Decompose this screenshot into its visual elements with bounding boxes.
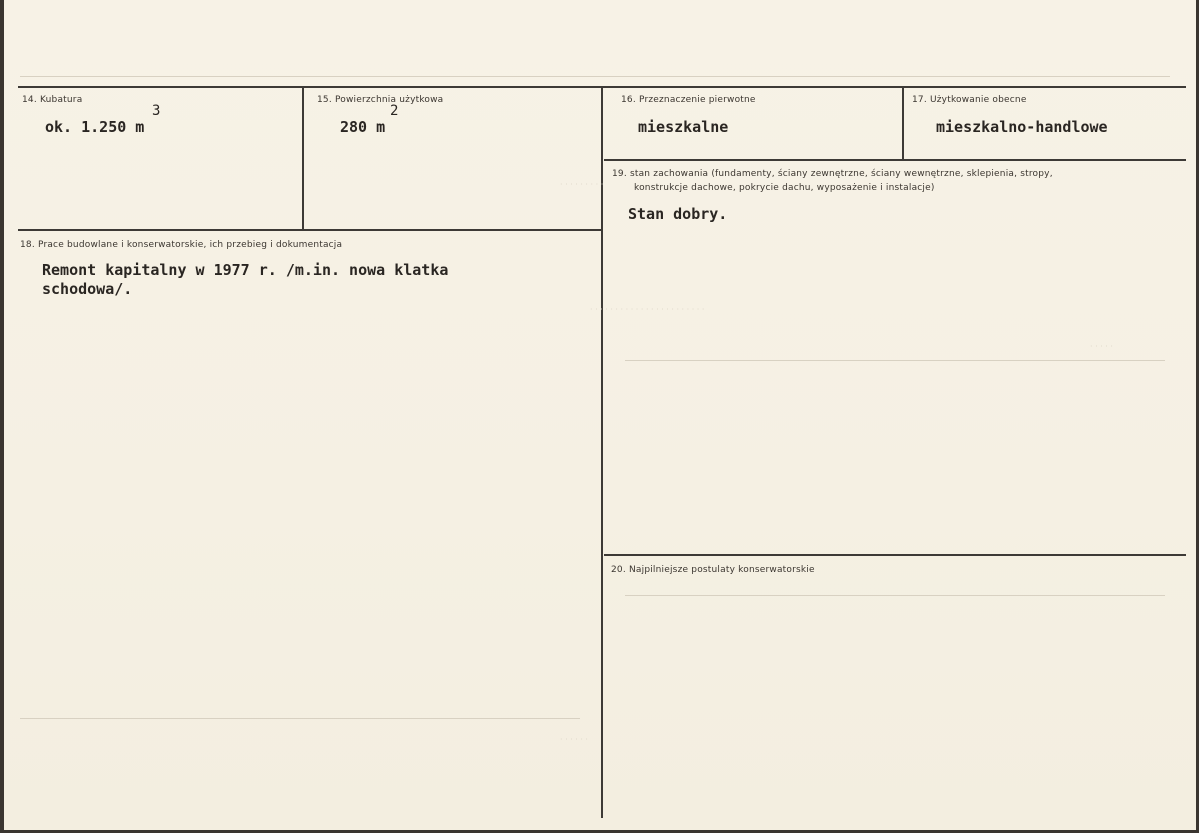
rule-under-19: [604, 554, 1186, 556]
field-19-label-line1: 19. stan zachowania (fundamenty, ściany zewnętrzne, ściany wewnętrzne, sklepienia, stropy,: [612, 169, 1053, 179]
record-card: · · · · · · · · · · · · · · · · · · · · · · · · · · · · · · · · · · · · · · · · · · · 14. Kubatura ok. 1.250 m 3 15. Powierzchnia użytkowa 280 m 2 16. Przeznaczenie pierwotne mieszkalne 17. Użytkowanie obecne mieszkalno-handlowe 19. stan zachowania (fundamenty, ściany zewnętrzne, ściany wewnętrzne, sklepienia, stropy, konstrukcje dachowe, pokrycie dachu, wyposażenie i instalacje) Stan dobry. 18. Prace budowlane i konserwatorskie, ich przebieg i dokumentacja Remont kapitalny w 1977 r. /m.in. nowa klatka schodowa/. 20. Najpilniejsze postulaty konserwatorskie: [0, 0, 1199, 833]
card-edge-left: [0, 0, 4, 833]
field-17-value: mieszkalno-handlowe: [936, 118, 1108, 136]
field-14-label: 14. Kubatura: [22, 95, 83, 105]
field-19-value: Stan dobry.: [628, 205, 728, 223]
rule-under-16-17: [604, 159, 1186, 161]
field-14-superscript: 3: [152, 103, 161, 119]
divider-14-15: [302, 86, 304, 230]
field-16-label: 16. Przeznaczenie pierwotne: [621, 95, 756, 105]
field-19-label-line2: konstrukcje dachowe, pokrycie dachu, wyposażenie i instalacje): [634, 183, 935, 193]
field-20-label: 20. Najpilniejsze postulaty konserwatorskie: [611, 565, 815, 575]
faint-line: [20, 76, 1170, 77]
field-15-superscript: 2: [390, 103, 399, 119]
field-16-value: mieszkalne: [638, 118, 729, 136]
field-14-value: ok. 1.250 m: [45, 118, 145, 136]
faint-line: [20, 718, 580, 719]
center-divider: [601, 86, 603, 818]
field-18-value-line2: schodowa/.: [42, 280, 133, 298]
faint-line: [625, 360, 1165, 361]
field-18-value-line1: Remont kapitalny w 1977 r. /m.in. nowa klatka: [42, 261, 449, 279]
field-18-label: 18. Prace budowlane i konserwatorskie, ich przebieg i dokumentacja: [20, 240, 343, 250]
faint-line: [625, 595, 1165, 596]
divider-16-17: [902, 86, 904, 160]
rule-under-14-15: [18, 229, 602, 231]
field-15-value: 280 m: [340, 118, 386, 136]
field-17-label: 17. Użytkowanie obecne: [912, 95, 1027, 105]
field-15-label: 15. Powierzchnia użytkowa: [317, 95, 444, 105]
